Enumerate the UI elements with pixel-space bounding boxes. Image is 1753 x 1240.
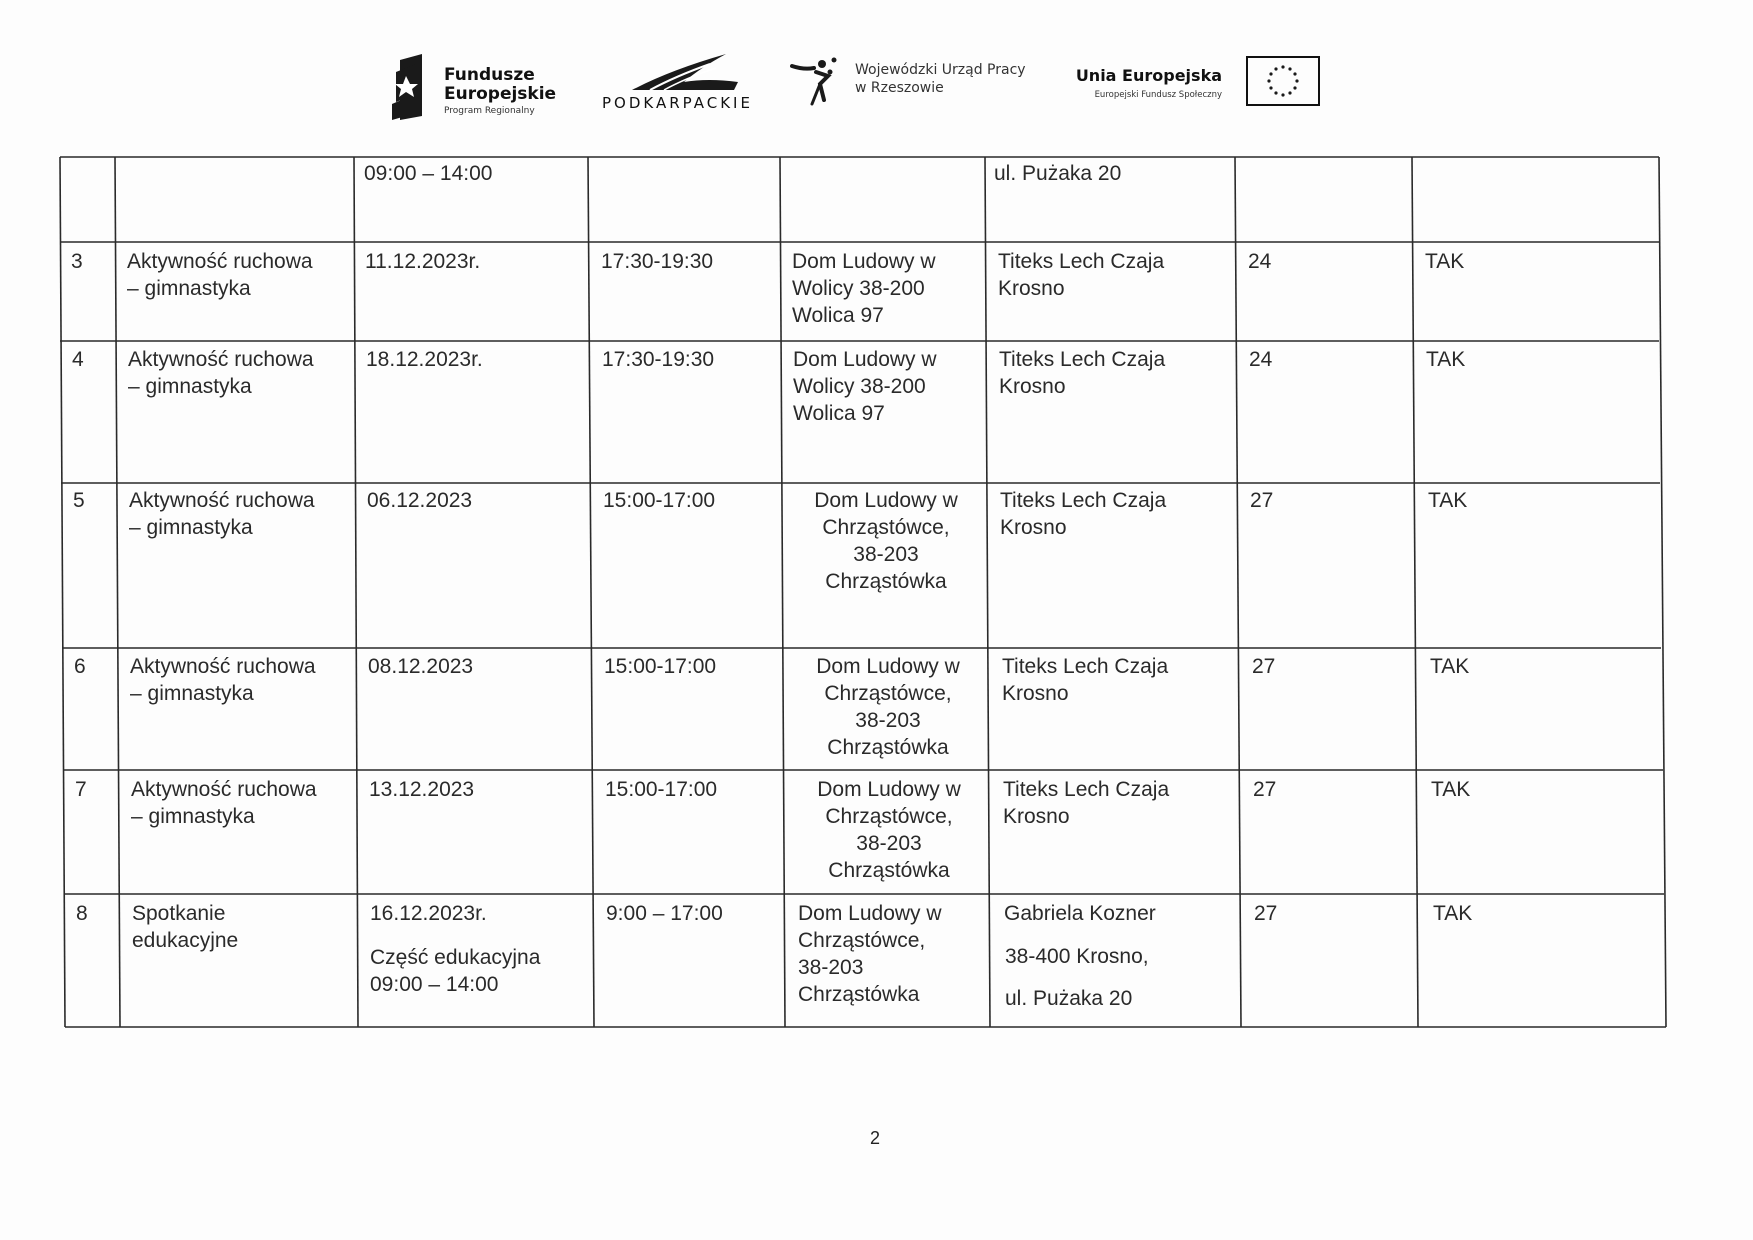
page-number: 2 — [869, 1128, 880, 1148]
cell-provider: Titeks Lech Czaja Krosno — [1002, 655, 1169, 705]
cell-no: 8 — [76, 902, 88, 925]
cell-no: 4 — [72, 348, 84, 371]
cell-activity: Aktywność ruchowa – gimnastyka — [129, 489, 315, 539]
cell-date: 11.12.2023r. — [365, 250, 481, 273]
cell-place: Dom Ludowy w Wolicy 38-200 Wolica 97 — [792, 250, 936, 327]
fundusze-line1: Fundusze — [444, 65, 535, 85]
cell-activity: Spotkanie edukacyjne — [132, 902, 239, 952]
ue-line1: Unia Europejska — [1075, 66, 1222, 85]
cell-date-extra: Część edukacyjna 09:00 – 14:00 — [370, 946, 541, 996]
cell-continuation-time: 09:00 – 14:00 — [364, 162, 493, 185]
cell-activity: Aktywność ruchowa – gimnastyka — [128, 348, 314, 398]
cell-place: Dom Ludowy w Chrząstówce, 38-203 Chrząstówka — [817, 778, 961, 882]
fundusze-line2: Europejskie — [444, 84, 557, 104]
cell-count: 27 — [1250, 489, 1274, 512]
cell-provider: Titeks Lech Czaja Krosno — [999, 348, 1166, 398]
wup-line1: Wojewódzki Urząd Pracy — [855, 62, 1026, 78]
cell-date: 06.12.2023 — [367, 489, 473, 512]
cell-count: 24 — [1249, 348, 1273, 371]
cell-provider-name: Gabriela Kozner — [1004, 902, 1156, 925]
cell-count: 27 — [1254, 902, 1278, 925]
cell-activity: Aktywność ruchowa – gimnastyka — [130, 655, 316, 705]
cell-time: 17:30-19:30 — [601, 250, 714, 273]
cell-time: 17:30-19:30 — [602, 348, 715, 371]
wup-line2: w Rzeszowie — [855, 80, 944, 96]
cell-answer: TAK — [1428, 489, 1468, 512]
cell-provider: Titeks Lech Czaja Krosno — [1000, 489, 1167, 539]
cell-answer: TAK — [1426, 348, 1466, 371]
cell-activity: Aktywność ruchowa – gimnastyka — [131, 778, 317, 828]
cell-provider-city: 38-400 Krosno, — [1005, 945, 1149, 968]
cell-provider: Titeks Lech Czaja Krosno — [998, 250, 1165, 300]
cell-date: 08.12.2023 — [368, 655, 474, 678]
cell-provider-street: ul. Pużaka 20 — [1005, 987, 1133, 1010]
cell-time: 15:00-17:00 — [603, 489, 716, 512]
cell-count: 27 — [1253, 778, 1277, 801]
podkarpackie-text: PODKARPACKIE — [602, 94, 753, 112]
ue-line2: Europejski Fundusz Społeczny — [1094, 90, 1222, 100]
cell-place: Dom Ludowy w Wolicy 38-200 Wolica 97 — [793, 348, 937, 425]
cell-provider: Titeks Lech Czaja Krosno — [1003, 778, 1170, 828]
cell-answer: TAK — [1433, 902, 1473, 925]
cell-answer: TAK — [1431, 778, 1471, 801]
cell-answer: TAK — [1430, 655, 1470, 678]
cell-no: 5 — [73, 489, 85, 512]
cell-activity: Aktywność ruchowa – gimnastyka — [127, 250, 313, 300]
cell-time: 9:00 – 17:00 — [606, 902, 723, 925]
cell-no: 3 — [71, 250, 83, 273]
fundusze-line3: Program Regionalny — [444, 106, 535, 116]
cell-date: 16.12.2023r. — [370, 902, 487, 925]
cell-place: Dom Ludowy w Chrząstówce, 38-203 Chrząstówka — [814, 489, 958, 593]
cell-place: Dom Ludowy w Chrząstówce, 38-203 Chrząstówka — [816, 655, 960, 759]
cell-place: Dom Ludowy w Chrząstówce, 38-203 Chrząstówka — [798, 902, 942, 1006]
cell-count: 27 — [1252, 655, 1276, 678]
cell-count: 24 — [1248, 250, 1272, 273]
cell-time: 15:00-17:00 — [604, 655, 717, 678]
cell-continuation-address: ul. Pużaka 20 — [994, 162, 1122, 185]
cell-no: 7 — [75, 778, 87, 801]
cell-answer: TAK — [1425, 250, 1465, 273]
cell-time: 15:00-17:00 — [605, 778, 718, 801]
cell-date: 18.12.2023r. — [366, 348, 483, 371]
cell-date: 13.12.2023 — [369, 778, 475, 801]
cell-no: 6 — [74, 655, 86, 678]
